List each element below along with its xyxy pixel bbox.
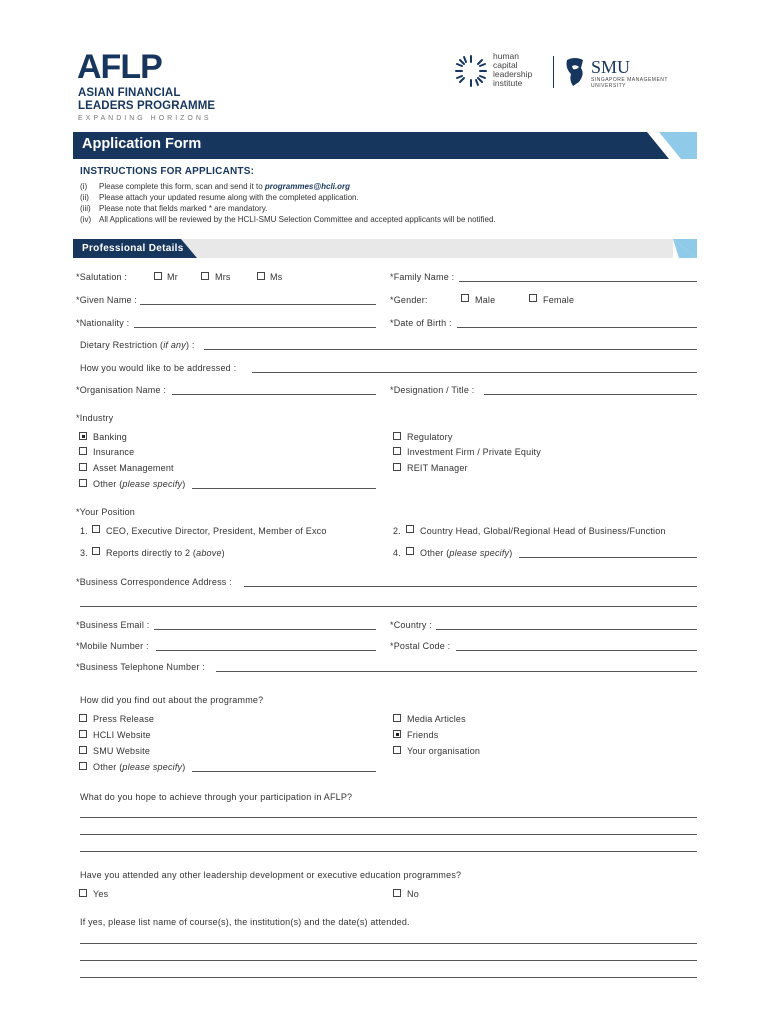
mr-checkbox[interactable] — [154, 272, 162, 280]
asset-management-checkbox[interactable] — [79, 463, 87, 471]
smu-website-label: SMU Website — [93, 746, 151, 756]
male-label: Male — [475, 295, 496, 305]
hcli-website-label: HCLI Website — [93, 730, 151, 740]
position-3-label: Reports directly to 2 (above) — [106, 548, 225, 558]
logo-divider — [553, 56, 554, 88]
friends-label: Friends — [407, 730, 439, 740]
your-organisation-label: Your organisation — [407, 746, 481, 756]
hcli-sunburst-icon — [453, 53, 489, 89]
investment-firm-label: Investment Firm / Private Equity — [407, 447, 541, 457]
position-1-checkbox[interactable] — [92, 525, 100, 533]
if-yes-instruction: If yes, please list name of course(s), the institution(s) and the date(s) attended. — [80, 917, 410, 927]
banking-checkbox[interactable] — [79, 432, 87, 440]
mrs-checkbox[interactable] — [201, 272, 209, 280]
mr-label: Mr — [167, 272, 178, 282]
reit-manager-label: REIT Manager — [407, 463, 468, 473]
business-address-field[interactable] — [244, 586, 697, 587]
press-release-label: Press Release — [93, 714, 155, 724]
smu-lion-icon — [563, 56, 587, 88]
position-1-number: 1. — [80, 526, 88, 536]
industry-other-label: Other (please specify) — [93, 479, 186, 489]
find-other-label: Other (please specify) — [93, 762, 186, 772]
reit-manager-checkbox[interactable] — [393, 463, 401, 471]
instruction-item: (iii) Please note that fields marked * are mandatory. — [80, 204, 268, 213]
mobile-label: *Mobile Number : — [76, 641, 149, 651]
dietary-field[interactable] — [204, 349, 697, 350]
ms-label: Ms — [270, 272, 283, 282]
industry-other-checkbox[interactable] — [79, 479, 87, 487]
country-label: *Country : — [390, 620, 433, 630]
business-address-label: *Business Correspondence Address : — [76, 577, 232, 587]
press-release-checkbox[interactable] — [79, 714, 87, 722]
yes-label: Yes — [93, 889, 109, 899]
position-3-number: 3. — [80, 548, 88, 558]
instruction-item: (i) Please complete this form, scan and send it to programmes@hcli.org — [80, 182, 351, 191]
smu-logo-subtext: SINGAPORE MANAGEMENT UNIVERSITY — [591, 77, 668, 89]
courses-answer-line-1[interactable] — [80, 943, 697, 944]
dob-label: *Date of Birth : — [390, 318, 452, 328]
position-4-label: Other (please specify) — [420, 548, 513, 558]
form-title: Application Form — [82, 136, 202, 152]
organisation-field[interactable] — [172, 394, 376, 395]
gender-label: *Gender: — [390, 295, 428, 305]
nationality-field[interactable] — [134, 327, 376, 328]
industry-label: *Industry — [76, 413, 114, 423]
smu-website-checkbox[interactable] — [79, 746, 87, 754]
business-address-field-2[interactable] — [80, 606, 697, 607]
asset-management-label: Asset Management — [93, 463, 174, 473]
courses-answer-line-2[interactable] — [80, 960, 697, 961]
position-2-number: 2. — [393, 526, 401, 536]
nationality-label: *Nationality : — [76, 318, 130, 328]
business-email-label: *Business Email : — [76, 620, 150, 630]
position-4-checkbox[interactable] — [406, 547, 414, 555]
ms-checkbox[interactable] — [257, 272, 265, 280]
yes-checkbox[interactable] — [79, 889, 87, 897]
aflp-tagline: EXPANDING HORIZONS — [78, 115, 212, 122]
insurance-checkbox[interactable] — [79, 447, 87, 455]
regulatory-checkbox[interactable] — [393, 432, 401, 440]
no-label: No — [407, 889, 419, 899]
position-4-number: 4. — [393, 548, 401, 558]
family-name-label: *Family Name : — [390, 272, 455, 282]
your-organisation-checkbox[interactable] — [393, 746, 401, 754]
designation-field[interactable] — [484, 394, 697, 395]
aflp-logo-line1: ASIAN FINANCIAL — [78, 87, 181, 99]
female-label: Female — [543, 295, 575, 305]
organisation-label: *Organisation Name : — [76, 385, 167, 395]
designation-label: *Designation / Title : — [390, 385, 475, 395]
hcli-website-checkbox[interactable] — [79, 730, 87, 738]
position-3-checkbox[interactable] — [92, 547, 100, 555]
instruction-item: (ii) Please attach your updated resume along with the completed application. — [80, 193, 359, 202]
find-other-field[interactable] — [192, 771, 376, 772]
postal-code-label: *Postal Code : — [390, 641, 451, 651]
instructions-title: INSTRUCTIONS FOR APPLICANTS: — [80, 166, 255, 177]
business-phone-label: *Business Telephone Number : — [76, 662, 206, 672]
instruction-item: (iv) All Applications will be reviewed by the HCLI-SMU Selection Committee and accepted applicants will be notified. — [80, 215, 496, 224]
banking-label: Banking — [93, 432, 127, 442]
business-email-field[interactable] — [154, 629, 376, 630]
mobile-field[interactable] — [156, 650, 376, 651]
aflp-logo: AFLP — [77, 48, 162, 86]
media-articles-label: Media Articles — [407, 714, 466, 724]
find-other-checkbox[interactable] — [79, 762, 87, 770]
family-name-field[interactable] — [459, 281, 697, 282]
business-phone-field[interactable] — [216, 671, 697, 672]
dietary-label: Dietary Restriction (if any) : — [80, 340, 195, 350]
position-2-label: Country Head, Global/Regional Head of Business/Function — [420, 526, 666, 536]
dob-field[interactable] — [457, 327, 697, 328]
country-field[interactable] — [436, 629, 697, 630]
mrs-label: Mrs — [215, 272, 231, 282]
find-out-question: How did you find out about the programme? — [80, 695, 264, 705]
hope-answer-line-3[interactable] — [80, 851, 697, 852]
industry-other-field[interactable] — [192, 488, 376, 489]
given-name-field[interactable] — [140, 304, 376, 305]
position-other-field[interactable] — [519, 557, 697, 558]
position-1-label: CEO, Executive Director, President, Member of Exco — [106, 526, 327, 536]
salutation-label: *Salutation : — [76, 272, 128, 282]
attended-question: Have you attended any other leadership development or executive education programmes? — [80, 870, 462, 880]
hope-answer-line-1[interactable] — [80, 817, 697, 818]
no-checkbox[interactable] — [393, 889, 401, 897]
courses-answer-line-3[interactable] — [80, 977, 697, 978]
hcli-logo-text: human capital leadership institute — [493, 51, 533, 88]
regulatory-label: Regulatory — [407, 432, 453, 442]
position-2-checkbox[interactable] — [406, 525, 414, 533]
male-checkbox[interactable] — [461, 294, 469, 302]
section-title: Professional Details — [82, 243, 184, 254]
position-label: *Your Position — [76, 507, 136, 517]
aflp-logo-line2: LEADERS PROGRAMME — [78, 100, 216, 112]
media-articles-checkbox[interactable] — [393, 714, 401, 722]
hope-question: What do you hope to achieve through your participation in AFLP? — [80, 792, 353, 802]
friends-checkbox[interactable] — [393, 730, 401, 738]
hope-answer-line-2[interactable] — [80, 834, 697, 835]
addressed-label: How you would like to be addressed : — [80, 363, 237, 373]
addressed-field[interactable] — [252, 372, 697, 373]
insurance-label: Insurance — [93, 447, 135, 457]
investment-firm-checkbox[interactable] — [393, 447, 401, 455]
given-name-label: *Given Name : — [76, 295, 138, 305]
postal-code-field[interactable] — [456, 650, 697, 651]
female-checkbox[interactable] — [529, 294, 537, 302]
smu-logo-text: SMU — [591, 57, 631, 77]
email-link[interactable]: programmes@hcli.org — [264, 182, 351, 191]
